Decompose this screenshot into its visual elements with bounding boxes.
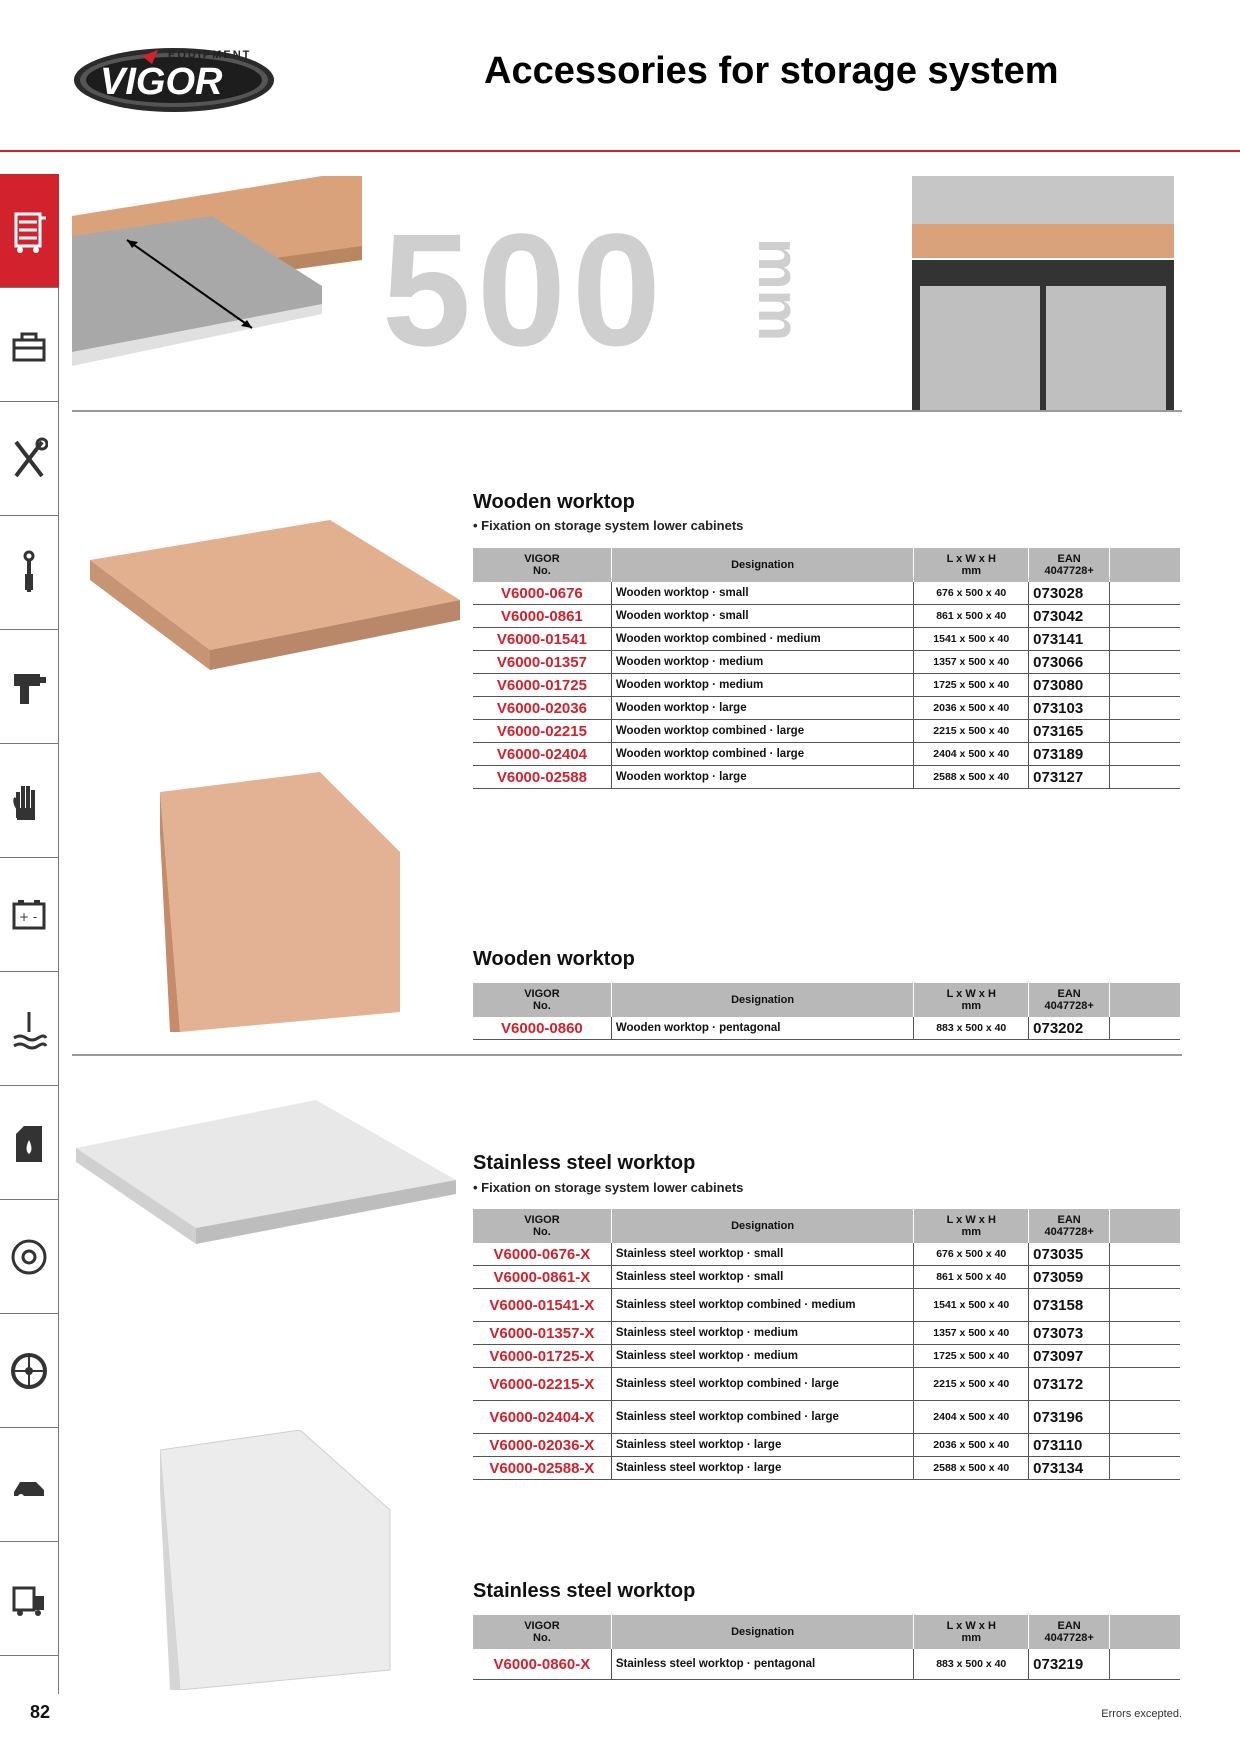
header-ean: EAN 4047728+ (1029, 1209, 1110, 1243)
ean-code: 073189 (1029, 743, 1110, 766)
designation: Stainless steel worktop combined · large (611, 1401, 914, 1434)
table-row (473, 1649, 1180, 1680)
blank-cell (1110, 766, 1180, 789)
page-title: Accessories for storage system (484, 50, 1059, 92)
category-tabs (0, 174, 60, 1656)
blank-cell (1110, 720, 1180, 743)
ean-code: 073035 (1029, 1243, 1110, 1266)
table-header-row (473, 1615, 1180, 1649)
article-number[interactable]: V6000-0861-X (473, 1266, 611, 1289)
tab-oil[interactable] (0, 1086, 59, 1200)
header-no: VIGOR No. (473, 548, 611, 582)
table-row (473, 1434, 1180, 1457)
dimensions: 883 x 500 x 40 (914, 1649, 1029, 1680)
ean-code: 073042 (1029, 605, 1110, 628)
header-divider (0, 150, 1240, 152)
blank-cell (1110, 1322, 1180, 1345)
gloves-icon (10, 778, 48, 824)
blank-cell (1110, 1457, 1180, 1480)
blank-cell (1110, 1649, 1180, 1680)
designation: Stainless steel worktop · pentagonal (611, 1649, 914, 1680)
ean-code: 073073 (1029, 1322, 1110, 1345)
table-row (473, 1368, 1180, 1401)
footer-note: Errors excepted. (1101, 1708, 1182, 1720)
dimensions: 1725 x 500 x 40 (914, 674, 1029, 697)
stainless-worktop-photo (76, 1100, 456, 1255)
designation: Stainless steel worktop · small (611, 1243, 914, 1266)
header-blank (1110, 983, 1180, 1017)
section-title-wooden-pentagonal: Wooden worktop (473, 948, 635, 970)
header-designation: Designation (611, 1209, 914, 1243)
article-number[interactable]: V6000-0861 (473, 605, 611, 628)
table-header-row (473, 548, 1180, 582)
blank-cell (1110, 582, 1180, 605)
blank-cell (1110, 605, 1180, 628)
wheel-icon (10, 1348, 48, 1394)
table-row (473, 1322, 1180, 1345)
tab-cooling[interactable] (0, 972, 59, 1086)
header-dims: L x W x H mm (914, 1209, 1029, 1243)
section-title-stainless-pentagonal: Stainless steel worktop (473, 1580, 696, 1602)
blank-cell (1110, 1017, 1180, 1040)
designation: Wooden worktop · small (611, 582, 914, 605)
article-number[interactable]: V6000-02588 (473, 766, 611, 789)
ean-code: 073127 (1029, 766, 1110, 789)
tab-storage-system[interactable] (0, 174, 59, 288)
svg-text:EQUIPMENT: EQUIPMENT (168, 49, 252, 61)
wooden-worktop-photo (90, 520, 460, 695)
stainless-pentagonal-table (473, 1615, 1180, 1680)
designation: Stainless steel worktop combined · medium (611, 1289, 914, 1322)
table-row (473, 628, 1180, 651)
svg-text:+ -: + - (19, 909, 38, 924)
dimensions: 1357 x 500 x 40 (914, 1322, 1029, 1345)
article-number[interactable]: V6000-0860 (473, 1017, 611, 1040)
table-row (473, 605, 1180, 628)
dimensions: 2215 x 500 x 40 (914, 720, 1029, 743)
article-number[interactable]: V6000-01357 (473, 651, 611, 674)
article-number[interactable]: V6000-01541 (473, 628, 611, 651)
tab-air-tools[interactable] (0, 630, 59, 744)
designation: Stainless steel worktop · medium (611, 1322, 914, 1345)
blank-cell (1110, 1368, 1180, 1401)
header-designation: Designation (611, 983, 914, 1017)
table-header-row (473, 1209, 1180, 1243)
ean-code: 073066 (1029, 651, 1110, 674)
header-designation: Designation (611, 1615, 914, 1649)
wooden-pentagonal-table (473, 983, 1180, 1040)
dimensions: 2588 x 500 x 40 (914, 766, 1029, 789)
article-number[interactable]: V6000-02404 (473, 743, 611, 766)
article-number[interactable]: V6000-01725-X (473, 1345, 611, 1368)
article-number[interactable]: V6000-02215-X (473, 1368, 611, 1401)
toolbox-icon (10, 322, 48, 368)
dimensions: 2404 x 500 x 40 (914, 1401, 1029, 1434)
table-row (473, 674, 1180, 697)
ean-code: 073165 (1029, 720, 1110, 743)
tab-torque-tools[interactable] (0, 516, 59, 630)
table-row (473, 651, 1180, 674)
blank-cell (1110, 674, 1180, 697)
tab-wheels[interactable] (0, 1314, 59, 1428)
dimensions: 676 x 500 x 40 (914, 582, 1029, 605)
tab-body[interactable] (0, 1428, 59, 1542)
dimensions: 1725 x 500 x 40 (914, 1345, 1029, 1368)
tool-trolley-icon (10, 208, 48, 254)
wrench-screwdriver-icon (10, 436, 48, 482)
dimensions: 2036 x 500 x 40 (914, 697, 1029, 720)
table-row (473, 743, 1180, 766)
header-designation: Designation (611, 548, 914, 582)
impact-gun-icon (10, 664, 48, 710)
table-row (473, 1457, 1180, 1480)
article-number[interactable]: V6000-01541-X (473, 1289, 611, 1322)
designation: Wooden worktop combined · large (611, 743, 914, 766)
ean-code: 073028 (1029, 582, 1110, 605)
blank-cell (1110, 1401, 1180, 1434)
table-row (473, 697, 1180, 720)
header-dims: L x W x H mm (914, 983, 1029, 1017)
article-number[interactable]: V6000-02036 (473, 697, 611, 720)
section-title-stainless: Stainless steel worktop (473, 1152, 696, 1174)
section-bullet-stainless: • Fixation on storage system lower cabinets (473, 1180, 744, 1195)
designation: Wooden worktop · pentagonal (611, 1017, 914, 1040)
header-blank (1110, 1615, 1180, 1649)
tab-workwear[interactable] (0, 744, 59, 858)
table-row (473, 1401, 1180, 1434)
torque-wrench-icon (10, 550, 48, 596)
battery-icon (10, 892, 48, 938)
tab-hand-tools[interactable] (0, 402, 59, 516)
truck-icon (10, 1576, 48, 1622)
article-number[interactable]: V6000-02404-X (473, 1401, 611, 1434)
article-number[interactable]: V6000-0676-X (473, 1243, 611, 1266)
page-number: 82 (30, 1702, 51, 1722)
article-number[interactable]: V6000-02215 (473, 720, 611, 743)
designation: Stainless steel worktop combined · large (611, 1368, 914, 1401)
blank-cell (1110, 1243, 1180, 1266)
tab-truck[interactable] (0, 1542, 59, 1656)
table-row (473, 1345, 1180, 1368)
vigor-logo (72, 42, 277, 114)
section-title-wooden: Wooden worktop (473, 491, 635, 513)
header-no: VIGOR No. (473, 1209, 611, 1243)
blank-cell (1110, 697, 1180, 720)
article-number[interactable]: V6000-02588-X (473, 1457, 611, 1480)
tab-brakes[interactable] (0, 1200, 59, 1314)
header-dims: L x W x H mm (914, 1615, 1029, 1649)
ean-code: 073141 (1029, 628, 1110, 651)
ean-code: 073059 (1029, 1266, 1110, 1289)
header-ean: EAN 4047728+ (1029, 548, 1110, 582)
blank-cell (1110, 1289, 1180, 1322)
designation: Wooden worktop combined · large (611, 720, 914, 743)
section-bullet-wooden: • Fixation on storage system lower cabinets (473, 518, 744, 533)
dimensions: 861 x 500 x 40 (914, 1266, 1029, 1289)
header-no: VIGOR No. (473, 1615, 611, 1649)
stainless-worktop-table (473, 1209, 1180, 1480)
table-row (473, 1243, 1180, 1266)
ean-code: 073103 (1029, 697, 1110, 720)
article-number[interactable]: V6000-02036-X (473, 1434, 611, 1457)
ean-code: 073080 (1029, 674, 1110, 697)
dimensions: 2588 x 500 x 40 (914, 1457, 1029, 1480)
table-row (473, 1289, 1180, 1322)
ean-code: 073196 (1029, 1401, 1110, 1434)
article-number[interactable]: V6000-0860-X (473, 1649, 611, 1680)
designation: Stainless steel worktop · small (611, 1266, 914, 1289)
article-number[interactable]: V6000-01357-X (473, 1322, 611, 1345)
wooden-worktop-table (473, 548, 1180, 789)
dimensions: 2036 x 500 x 40 (914, 1434, 1029, 1457)
section-divider (72, 1054, 1182, 1056)
dimensions: 861 x 500 x 40 (914, 605, 1029, 628)
ean-code: 073202 (1029, 1017, 1110, 1040)
header-blank (1110, 548, 1180, 582)
header-dims: L x W x H mm (914, 548, 1029, 582)
hero-depth-number: 500 (382, 200, 667, 379)
blank-cell (1110, 651, 1180, 674)
dimensions: 676 x 500 x 40 (914, 1243, 1029, 1266)
ean-code: 073110 (1029, 1434, 1110, 1457)
hero-depth-unit: mm (746, 238, 811, 342)
car-body-icon (10, 1462, 48, 1508)
header-ean: EAN 4047728+ (1029, 983, 1110, 1017)
table-row (473, 582, 1180, 605)
table-row (473, 720, 1180, 743)
designation: Wooden worktop · medium (611, 674, 914, 697)
article-number[interactable]: V6000-01725 (473, 674, 611, 697)
wooden-pentagonal-photo (160, 772, 400, 1037)
blank-cell (1110, 628, 1180, 651)
designation: Stainless steel worktop · medium (611, 1345, 914, 1368)
header-ean: EAN 4047728+ (1029, 1615, 1110, 1649)
table-row (473, 1266, 1180, 1289)
dimensions: 1541 x 500 x 40 (914, 628, 1029, 651)
blank-cell (1110, 1345, 1180, 1368)
dimensions: 1357 x 500 x 40 (914, 651, 1029, 674)
designation: Wooden worktop · large (611, 697, 914, 720)
hero-divider (72, 410, 1182, 412)
header-no: VIGOR No. (473, 983, 611, 1017)
tab-tool-boxes[interactable] (0, 288, 59, 402)
dimensions: 2215 x 500 x 40 (914, 1368, 1029, 1401)
svg-text:VIGOR: VIGOR (100, 61, 223, 103)
dimensions: 883 x 500 x 40 (914, 1017, 1029, 1040)
dimensions: 1541 x 500 x 40 (914, 1289, 1029, 1322)
table-row (473, 766, 1180, 789)
designation: Wooden worktop combined · medium (611, 628, 914, 651)
oil-can-icon (10, 1120, 48, 1166)
article-number[interactable]: V6000-0676 (473, 582, 611, 605)
designation: Wooden worktop · medium (611, 651, 914, 674)
ean-code: 073097 (1029, 1345, 1110, 1368)
coolant-icon (10, 1006, 48, 1052)
ean-code: 073158 (1029, 1289, 1110, 1322)
stainless-pentagonal-photo (160, 1430, 400, 1695)
ean-code: 073134 (1029, 1457, 1110, 1480)
brake-disc-icon (10, 1234, 48, 1280)
dimensions: 2404 x 500 x 40 (914, 743, 1029, 766)
designation: Wooden worktop · large (611, 766, 914, 789)
designation: Stainless steel worktop · large (611, 1457, 914, 1480)
designation: Stainless steel worktop · large (611, 1434, 914, 1457)
header-blank (1110, 1209, 1180, 1243)
blank-cell (1110, 1434, 1180, 1457)
blank-cell (1110, 1266, 1180, 1289)
ean-code: 073172 (1029, 1368, 1110, 1401)
blank-cell (1110, 743, 1180, 766)
tab-battery[interactable] (0, 858, 59, 972)
ean-code: 073219 (1029, 1649, 1110, 1680)
table-row (473, 1017, 1180, 1040)
designation: Wooden worktop · small (611, 605, 914, 628)
table-header-row (473, 983, 1180, 1017)
